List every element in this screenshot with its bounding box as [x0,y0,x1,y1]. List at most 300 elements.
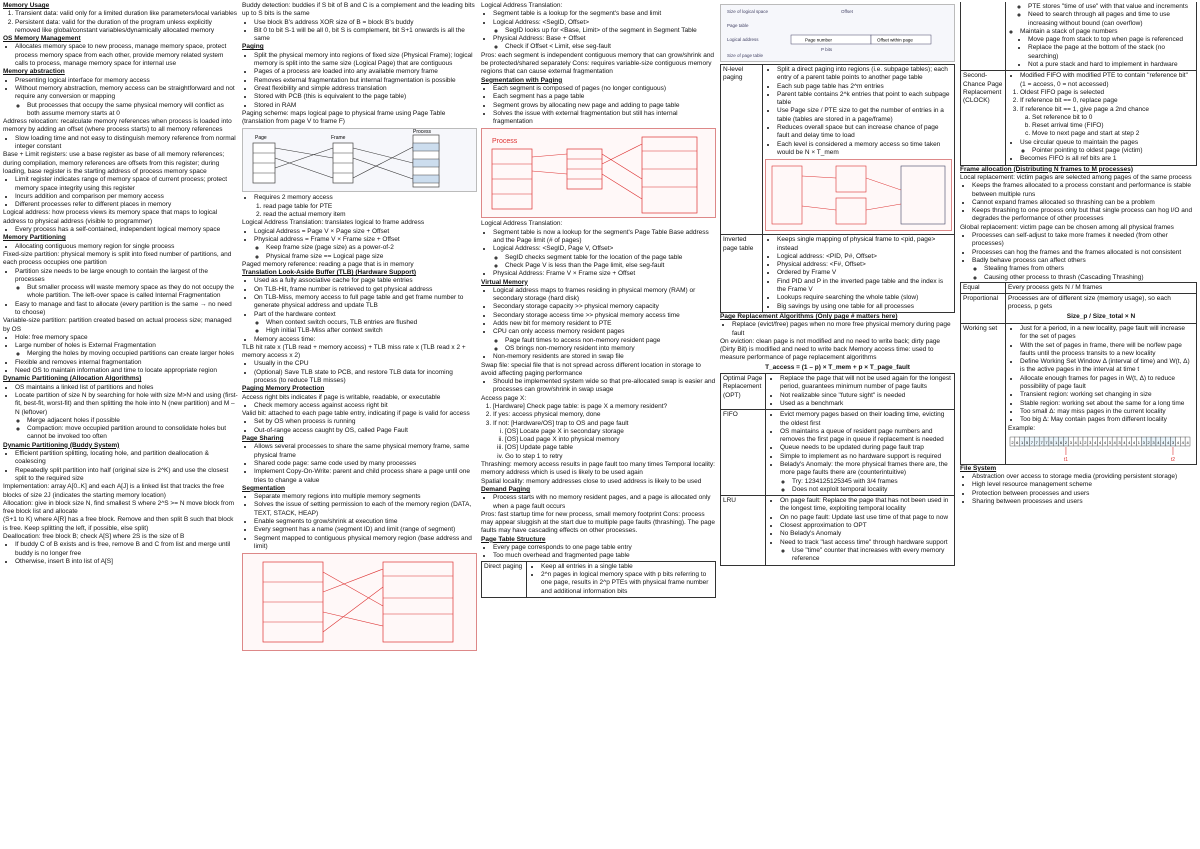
heading-buddy-system: Dynamic Partitioning (Buddy System) [3,441,120,449]
list-item: • Non-memory residents are stored in swap file [493,353,716,361]
list-item: • Reduces overall space but can increase chance of page fault and delay time to load [777,124,952,141]
list-item: • Parent table contains 2^k entries that point to each subpage table [777,91,952,108]
list-item: • Enable segments to grow/shrink at execution time [254,518,477,526]
list-item: • Check memory access against access right bit [254,402,477,410]
paragraph: Logical address: how process views its memory space that maps to logical address to physical address (visible to programmer) [3,209,218,225]
list-item: ◦ Check Page V is less than the Page limit, else seg-fault [505,262,716,270]
list-item: • Closest approximation to OPT [780,522,952,530]
list-item: • Requires 2 memory access [254,194,477,202]
list-item: • Incurs addition and comparison per memory access [15,193,238,201]
heading-os-memory-management: OS Memory Management [3,35,81,43]
replacement-algorithms-table [720,373,955,566]
paragraph: On eviction: clean page is not modified and no need to write back; dirty page (Dirty Bit) is modified and need to write back Memory access time: used to measure performance of page replacement algorithms [720,337,941,362]
list-item: ◦ PTE stores "time of use" with that value and increments [1028,3,1194,11]
list-item: • Segment table is a lookup for the segment's base and limit [493,10,716,18]
heading-segmentation: Segmentation [242,484,285,492]
list-item: • Separate memory regions into multiple memory segments [254,493,477,501]
list-item: • Otherwise, insert B into list of A[S] [15,558,238,566]
column-3 [481,2,716,598]
list-item: • Partition size needs to be large enough to contain the largest of the processes [15,268,238,285]
list-item: • Protection between processes and users [972,490,1197,498]
list-item: ◦ Keep frame size (page size) as a power-of-2 [266,244,477,252]
list-item: • Physical address = Frame V × Frame size + Offset [254,236,477,244]
list-item: • Memory access time: [254,336,477,344]
access-time-formula: T_access = (1 – p) × T_mem + p × T_page_fault [765,363,910,371]
list-item: • No Belady's Anomaly [780,530,952,538]
ws-marker-label: t1 [1063,456,1069,463]
fig-label: Offset within page [877,37,913,43]
list-item: • Processes can hog the frames and the frames allocated is not consistent [972,249,1197,257]
list-item: 1. Transient data: valid only for a limited duration like parameters/local variables [15,10,238,18]
paragraph: Local replacement: victim pages are selected among pages of the same process [960,173,1192,181]
heading-demand-paging: Demand Paging [481,485,531,493]
list-item: ◦ Page fault times to access non-memory resident page [505,337,716,345]
list-item: • Big savings by using one table for all processes [777,303,952,311]
list-item: • Stable region: working set about the same for a long time [1020,400,1194,408]
list-item: iii. [OS] Update page table [505,444,716,452]
ws-cell-value: 2 [1064,439,1068,445]
list-item: • Logical Address = Page V × Page size + Offset [254,228,477,236]
segmentation-sketch [242,553,477,651]
paragraph: Swap file: special file that is not spread across different location in storage to avoid affecting paging performance [481,361,701,377]
list-item: • Slow loading time and not easy to distinguish memory reference from normal integer constant [15,135,238,152]
table-row [961,71,1197,165]
paragraph: Variable-size partition: partition created based on actual process size; managed by OS [3,317,232,333]
list-item: • Keeps the frames allocated to a process constant and performance is stable between multiple runs [972,182,1197,199]
list-item: 2. If yes: access physical memory, done [493,411,716,419]
list-item: • Modified FIFO with modified PTE to contain "reference bit" (1 = access, 0 = not accessed) [1020,72,1194,89]
list-item: • Flexible and removes internal fragmentation [15,359,238,367]
list-item: • Each sub page table has 2^m entries [777,83,952,91]
ws-marker-label: t2 [1170,456,1176,463]
tlb-formula: TLB hit rate x (TLB read + memory access) + TLB miss rate x (TLB read x 2 + memory access x 2) [242,343,466,360]
list-item: ◦ Physical frame size == Logical page size [266,253,477,261]
list-item: ◦ SegID checks segment table for the location of the page table [505,254,716,262]
list-item: 2. Persistent data: valid for the duration of the program unless explicitly removed like global/constant variables/dynamically allocated memory [15,19,238,36]
list-item: • On no page fault: Update last use time of that page to now [780,514,952,522]
ws-cell-value: 4 [1094,439,1097,445]
paragraph: Pros: fast startup time for new process, small memory footprint Cons: process may appear sluggish at the start due to multiple page faults (thrashing). The page faults may have cascading effects on other processes. [481,510,716,535]
list-item: • Each level is considered a memory access so time taken would be N × T_mem [777,141,952,158]
frame-allocation-table [960,282,1197,465]
list-item: • Processes can self-adjust to take more frames it needed (from other processes) [972,232,1197,249]
list-item: • Use Page size / PTE size to get the number of entries in a table (tables are stored in a page/frame) [777,107,952,124]
paragraph: 1. read page table for PTE [256,202,333,210]
page-table-structures [720,64,955,313]
paragraph: Implementation: array A[0..K] and each A[J] is a linked list that tracks the free blocks of size 2J (indicates the starting memory location) [3,483,225,499]
paragraph: Buddy detection: buddies if S bit of B and C is a complement and the leading bits up to S bits is the same [242,2,475,18]
list-item: • Adds new bit for memory resident to PTE [493,320,716,328]
column-2 [242,2,477,653]
list-item: • Allows several processes to share the same physical memory frame, same physical frame [254,443,477,460]
paging-diagram [242,128,477,192]
list-item: • Part of the hardware context [254,311,477,319]
paragraph: Pros: each segment is independent contiguous memory that can grow/shrink and be protected/shared separately Cons: requires variable-size contiguous memory regions that can cause external fragmentation [481,51,715,76]
table-row [961,2,1197,71]
list-item: • Segment mapped to contiguous physical memory region (base address and limit) [254,535,477,552]
list-item: • Too small Δ: may miss pages in the current locality [1020,408,1194,416]
list-item: • Too big Δ: May contain pages from different locality [1020,416,1194,424]
list-item: ◦ Compaction: move occupied partition around to consolidate holes but cannot be invoked too often [27,425,238,442]
ws-cell-value: 4 [1103,439,1106,445]
list-item: • Need OS to maintain information and time to locate appropriate region [15,367,238,375]
table-row [961,282,1197,293]
list-item: • Secondary storage access time >> physical memory access time [493,312,716,320]
paragraph: Logical Address Translation: [481,220,563,228]
list-item: • Allocates memory space to new process, manage memory space, protect process memory space from each other, provide memory related system calls to process, manage memory space for internal use [15,43,238,68]
table-cell-key: N-level paging [721,65,763,235]
list-item: • Ordered by Frame V [777,269,952,277]
list-item: • Simple to implement as no hardware support is required [780,453,952,461]
ws-cell-value: 4 [1166,439,1170,445]
paragraph: Paging scheme: maps logical page to physical frame using Page Table (translation from page V to frame F) [242,109,446,126]
proportional-formula: Size_p / Size_total × N [1066,312,1136,320]
ws-cell-value: 1 [1055,439,1058,445]
list-item: • Set by OS when process is running [254,418,477,426]
table-cell [1006,71,1197,165]
list-item: • Cannot expand frames allocated so thrashing can be a problem [972,199,1197,207]
list-item: • Replace (evict/free) pages when no more free physical memory during page fault [732,321,955,338]
paragraph: Valid bit: attached to each page table entry, indicating if page is valid for access [242,410,470,418]
table-cell-key: Working set [961,323,1006,464]
segment-paging-sketch [481,128,716,218]
list-item: • Replace the page that will not be used again for the longest period, guarantees minimum number of page faults [780,375,952,392]
paragraph: Allocation: give in block size N, find smallest S where 2^S >= N move block from free block list and allocate [3,499,235,516]
list-item: • Logical Address: <SegID, Offset> [493,19,716,27]
ws-cell-value: 3 [1089,439,1092,445]
list-item: • Every process has a self-contained, independent logical memory space [15,226,238,234]
list-item: • Large number of holes is External Fragmentation [15,342,238,350]
list-item: • Find PID and P in the inverted page table and the index is the Frame V [777,278,952,295]
ws-cell-value: 4 [1162,439,1165,445]
list-item: • Replace the page at the bottom of the stack (no searching) [1028,44,1194,61]
list-item: ◦ Check if Offset < Limit, else seg-fault [505,43,716,51]
list-item: • Locate partition of size N by searching for hole with size M>N and using (first-fit, best-fit, worst-fit) and then splitting the hole into N (new partition) and M – N (leftover) [15,392,238,417]
list-item: • Used as a fully associative cache for page table entries [254,277,477,285]
list-item: • Process starts with no memory resident pages, and a page is allocated only when a page fault occurs [493,494,716,511]
paragraph: Access page X: [481,394,527,402]
paragraph: Deallocation: free block B; check A[S] where 2S is the size of B [3,533,185,540]
table-cell-key: Proportional [961,294,1006,324]
table-row [482,561,716,597]
table-cell-key: LRU [721,496,766,565]
list-item: • Keep all entries in a single table [541,563,713,571]
fig-label: Logical address [727,37,759,42]
fig-label: Size of logical space [727,9,769,14]
list-item: • Allocating contiguous memory region for single process [15,243,238,251]
column-1 [3,2,238,566]
list-item: ◦ High initial TLB-Miss after context switch [266,327,477,335]
paragraph: Logical Address Translation: translates logical to frame address [242,219,425,227]
fig-label: Size of page table [727,53,764,58]
ws-cell-value: 1 [1021,439,1024,445]
table-cell-key [961,2,1006,71]
ws-cell-value: 3 [1108,439,1111,445]
list-item: • On page fault: Replace the page that has not been used in the longest time, exploiting temporal locality [780,497,952,514]
list-item: • Use block B's address XOR size of B = block B's buddy [254,19,477,27]
working-set-example [1008,433,1194,463]
list-item: • Secondary storage capacity >> physical memory capacity [493,303,716,311]
column-5 [960,2,1197,506]
list-item: • Solves the issue with external fragmentation but still has internal fragmentation [493,110,716,127]
heading-memory-partitioning: Memory Partitioning [3,234,66,242]
list-item: ◦ But smaller process will waste memory space as they do not occupy the whole partition. The left-over space is called Internal Fragmentation [27,284,238,301]
list-item: • Pages of a process are loaded into any available memory frame [254,68,477,76]
direct-paging-table [481,561,716,598]
list-item: • Not realizable since "future sight" is needed [780,392,952,400]
table-cell [766,410,955,496]
list-item: ◦ Need to search through all pages and time to use increasing without bound (can overflow) [1028,11,1194,28]
list-item: • Segment grows by allocating new page and adding to page table [493,102,716,110]
list-item: ◦ Try: 1234125125345 with 3/4 frames [792,478,952,486]
table-cell-key: FIFO [721,410,766,496]
ws-cell-value: 4 [1132,439,1136,445]
fig-label-process: Process [413,129,432,136]
list-item: • On TLB-Miss, memory access to full page table and get frame number to generate physical address and update TLB [254,294,477,311]
list-item: • Shared code page: same code used by many processes [254,460,477,468]
list-item: ◦ Use "time" counter that increases with every memory reference [792,547,952,564]
list-item: • OS maintains a queue of resident page numbers and removes the first page in queue if replacement is needed [780,428,952,445]
heading-memory-usage: Memory Usage [3,2,50,9]
heading-segmentation-with-paging: Segmentation with Paging [481,76,563,84]
heading-virtual-memory: Virtual Memory [481,278,528,286]
heading-page-table-structure: Page Table Structure [481,535,546,543]
ws-cell-value: 1 [1137,439,1141,445]
ws-cell-value: 5 [1025,439,1029,445]
list-item: • Allocate enough frames for pages in W(t, Δ) to reduce possibility of page fault [1020,375,1194,392]
list-item: • Each segment is composed of pages (no longer contiguous) [493,85,716,93]
list-item: • Should be implemented system wide so that pre-allocated swap is easier and processes can grow/shrink in swap usage [493,378,716,395]
list-item: • Logical address: <PID, P#, Offset> [777,253,952,261]
ws-cell-value: 4 [1074,439,1077,445]
list-item: • Segment table is now a lookup for the segment's Page Table Base address and the Page limit (# of pages) [493,229,716,246]
fig-label: Page number [805,37,833,43]
list-item: • Abstraction over access to storage media (providing persistent storage) [972,473,1197,481]
list-item: • Logical Address: <SegID, Page V, Offset> [493,245,716,253]
table-row [721,496,955,565]
list-item: • 2^n pages in logical memory space with p bits referring to one page, results in 2^p PTEs with physical frame number and additional information bits [541,571,713,596]
table-cell [1006,323,1197,464]
ws-cell-value: 7 [1030,439,1034,445]
ws-cell-value: 4 [1098,439,1102,445]
table-row [721,65,955,235]
list-item: • Solves the issue of setting permission to each of the memory region (DATA, TEXT, STACK, HEAP) [254,501,477,518]
list-item: • OS maintains a linked list of partitions and holes [15,384,238,392]
ws-cell-value: 3 [1118,439,1121,445]
list-item: • Physical address: <F#, Offset> [777,261,952,269]
list-item: • Queue needs to be updated during page fault trap [780,444,952,452]
table-row [961,294,1197,324]
ws-cell-value: 7 [1045,439,1048,445]
list-item: • If buddy C of B exists and is free, remove B and C from list and merge until buddy is no longer free [15,541,238,558]
list-item: • Split a direct paging into regions (i.e. subpage tables); each entry of a parent table points to another page table [777,66,952,83]
n-level-sketch [765,159,952,231]
list-item: • Implement Copy-On-Write: parent and child process share a page until one tries to change a value [254,468,477,485]
heading-page-sharing: Page Sharing [242,435,284,443]
table-row [961,323,1197,464]
list-item: • Not a pure stack and hard to implement in hardware [1028,61,1194,69]
list-item: • Belady's Anomaly: the more physical frames there are, the more page faults there are (counterintuitive) [780,461,952,478]
list-item: ◦ Causing other process to thrash (Cascading Thrashing) [984,274,1197,282]
lru-continued-table [960,2,1197,166]
table-cell-key: Second-Chance Page Replacement (CLOCK) [961,71,1006,165]
list-item: • Great flexibility and simple address translation [254,85,477,93]
list-item: ◦ Does not exploit temporal locality [792,486,952,494]
list-item: • Becomes FIFO is all ref bits are 1 [1020,155,1194,163]
ws-cell-value: 4 [1113,439,1116,445]
ws-cell-value: 5 [1050,439,1053,445]
list-item: • Removes external fragmentation but internal fragmentation is possible [254,77,477,85]
list-item: ◦ Merging the holes by moving occupied partitions can create larger holes [27,350,238,358]
list-item: 3. If reference bit == 1, give page a 2nd chance [1020,106,1194,114]
list-item: • Keeps single mapping of physical frame to <pid, page> instead [777,236,952,253]
list-item: a. Set reference bit to 0 [1032,114,1194,122]
proportional-text: Processes are of different size (memory usage), so each process, p gets [1008,295,1171,311]
heading-page-replacement: Page Replacement Algorithms (Only page # matters here) [720,312,898,320]
list-item: • Evict memory pages based on their loading time, evicting the oldest first [780,411,952,428]
list-item: ◦ SegID looks up for <Base, Limit> of the segment in Segment Table [505,27,716,35]
list-item: • On TLB-Hit, frame number is retrieved to get physical address [254,286,477,294]
list-item: • Bit 0 to bit S-1 will be all 0, bit S is complement, bit S+1 onwards is all the same [254,27,477,44]
list-item: • Presenting logical interface for memory access [15,77,238,85]
list-item: • Transient region: working set changing in size [1020,391,1194,399]
list-item: 2. If reference bit == 0, replace page [1020,97,1194,105]
list-item: • Define Working Set Window Δ (interval of time) and W(t, Δ) is the active pages in the interval at time t [1020,358,1194,375]
table-cell [1006,294,1197,324]
list-item: • Logical address maps to frames residing in physical memory (RAM) or secondary storage (hard disk) [493,287,716,304]
table-cell [763,65,955,235]
ws-cell-value: 7 [1035,439,1038,445]
ws-cell-value: 4 [1186,439,1189,445]
list-item: • Physical Address: Frame V × Frame size + Offset [493,270,716,278]
list-item: • Just for a period, in a new locality, page fault will increase for the set of pages [1020,325,1194,342]
list-item: ◦ OS brings non-memory resident into memory [505,345,716,353]
list-item: • Hole: free memory space [15,334,238,342]
list-item: ii. [OS] Load page X into physical memory [505,436,716,444]
heading-frame-allocation: Frame allocation (Distributing N frames to M processes) [960,165,1134,173]
table-row [721,374,955,410]
ws-cell-value: 4 [1176,439,1179,445]
list-item: • Badly behave process can affect others [972,257,1197,265]
table-cell-key: Inverted page table [721,235,763,313]
list-item: • Keeps thrashing to one process only but that single process can hog I/O and degrades the performance of other processes [972,207,1197,224]
list-item: • (Optional) Save TLB state to PCB, and restore TLB data for incoming process (to reduce TLB misses) [254,369,477,386]
list-item: • Split the physical memory into regions of fixed size (Physical Frame); logical memory is split into the same size (Logical Page) that are contiguous [254,52,477,69]
list-item: • Limit register indicates range of memory space of current process; protect memory space integrity using this register [15,176,238,193]
list-item: • Move page from stack to top when page is referenced [1028,36,1194,44]
list-item: • Used as a benchmark [780,400,952,408]
table-row [721,410,955,496]
ws-cell-value: 3 [1152,439,1155,445]
table-row [721,235,955,313]
heading-file-system: File System [960,464,997,472]
list-item: • Without memory abstraction, memory access can be straightforward and not require any conversion or mapping [15,85,238,102]
heading-dynamic-partitioning: Dynamic Partitioning (Allocation Algorithms) [3,375,142,383]
heading-paging: Paging [242,43,264,51]
list-item: iv. Go to step 1 to retry [505,453,716,461]
fig-label-page: Page [255,135,267,142]
heading-tlb: Translation Look-Aside Buffer (TLB) (Hardware Support) [242,269,417,277]
list-item: • Different processes refer to different places in memory [15,201,238,209]
ws-cell-value: 4 [1157,439,1160,445]
list-item: • Every page corresponds to one page table entry [493,544,716,552]
list-item: • Easy to manage and fast to allocate (every partition is the same → no need to choose) [15,301,238,318]
list-item: • Too much overhead and fragmented page table [493,552,716,560]
list-item: • Stored in RAM [254,102,477,110]
list-item: • Repeatedly split partition into half (original size is 2^K) and use the closest split to the required size [15,467,238,484]
paragraph: Paged memory reference: reading a page that is in memory [242,260,414,268]
heading-memory-abstraction: Memory abstraction [3,68,65,76]
list-item: • CPU can only access memory resident pages [493,328,716,336]
fig-label-frame: Frame [331,135,346,142]
fig-label: Offset [841,9,853,14]
paragraph: Logical Address Translation: [481,2,563,9]
ws-cell-value: 2 [1011,439,1014,445]
fig-label: P bits [821,47,833,52]
ws-cell-value: 2 [1084,439,1087,445]
list-item: • Use circular queue to maintain the pages [1020,139,1194,147]
ws-cell-value: 6 [1016,439,1019,445]
fig-label-process: Process [492,138,518,146]
list-item: ◦ Merge adjacent holes if possible [27,417,238,425]
page-table-size-diagram [720,4,955,62]
list-item: i. [OS] Locate page X in secondary storage [505,428,716,436]
table-cell [766,374,955,410]
paragraph: 2. read the actual memory item [256,211,346,219]
paragraph: Access right bits indicates if page is writable, readable, or executable [242,393,441,401]
table-cell-key: Optimal Page Replacement (OPT) [721,374,766,410]
working-set-strip [1008,433,1193,463]
list-item: ◦ Stealing frames from others [984,265,1197,273]
list-item: • Stored with PCB (this is equivalent to the page table) [254,93,477,101]
ws-cell-value: 3 [1171,439,1175,445]
ws-cell-value: 4 [1123,439,1126,445]
list-item: ◦ But processes that occupy the same physical memory will conflict as both assume memory starts at 0 [27,102,238,119]
ws-cell-value: 3 [1069,439,1072,445]
list-item: • Need to track "last access time" through hardware support [780,539,952,547]
paragraph: (S+1 to K) where A[R] has a free block. Remove and then split B such that block is free. Keep splitting the left, if possible, else split) [3,516,234,532]
list-item: ◦ When context switch occurs, TLB entries are flushed [266,319,477,327]
list-item: 1. Oldest FIFO page is selected [1020,89,1194,97]
list-item: ◦ Pointer pointing to oldest page (victim) [1032,147,1194,155]
table-cell [766,496,955,565]
ws-cell-value: 4 [1181,439,1184,445]
list-item: • Each segment has a page table [493,93,716,101]
paragraph: Spatial locality: memory addresses close to used address is likely to be used [481,477,702,485]
list-item: • Lookups require searching the whole table (slow) [777,294,952,302]
table-cell-key: Equal [961,282,1006,293]
ws-cell-value: 1 [1079,439,1082,445]
list-item: • High level resource management scheme [972,481,1197,489]
paragraph: Fixed-size partition: physical memory is split into fixed number of partitions, and each process occupies one partition [3,250,232,267]
ws-cell-value: 6 [1059,439,1063,445]
table-cell [527,561,716,597]
list-item: • With the set of pages in frame, there will be no/few page faults until the process transits to a new locality [1020,342,1194,359]
heading-paging-protection: Paging Memory Protection [242,385,325,393]
list-item: b. Reset arrival time (FIFO) [1032,122,1194,130]
fig-label: Page table [727,23,749,28]
table-cell [763,235,955,313]
list-item: • Efficient partition splitting, locating hole, and partition deallocation & coalescing [15,450,238,467]
ws-cell-value: 7 [1040,439,1043,445]
paragraph: Base + Limit registers: use a base register as base of all memory references; during compilation, memory references are offsets from this register; during loading, base register is the starting address of process memory space [3,151,225,175]
table-cell: Every process gets N / M frames [1006,282,1197,293]
ws-cell-value: 2 [1147,439,1150,445]
paragraph: Global replacement: victim page can be chosen among all physical frames [960,223,1174,231]
ws-cell-value: 4 [1128,439,1131,445]
list-item: ◦ Maintain a stack of page numbers [1020,28,1194,36]
list-item: • Sharing between processes and users [972,498,1197,506]
